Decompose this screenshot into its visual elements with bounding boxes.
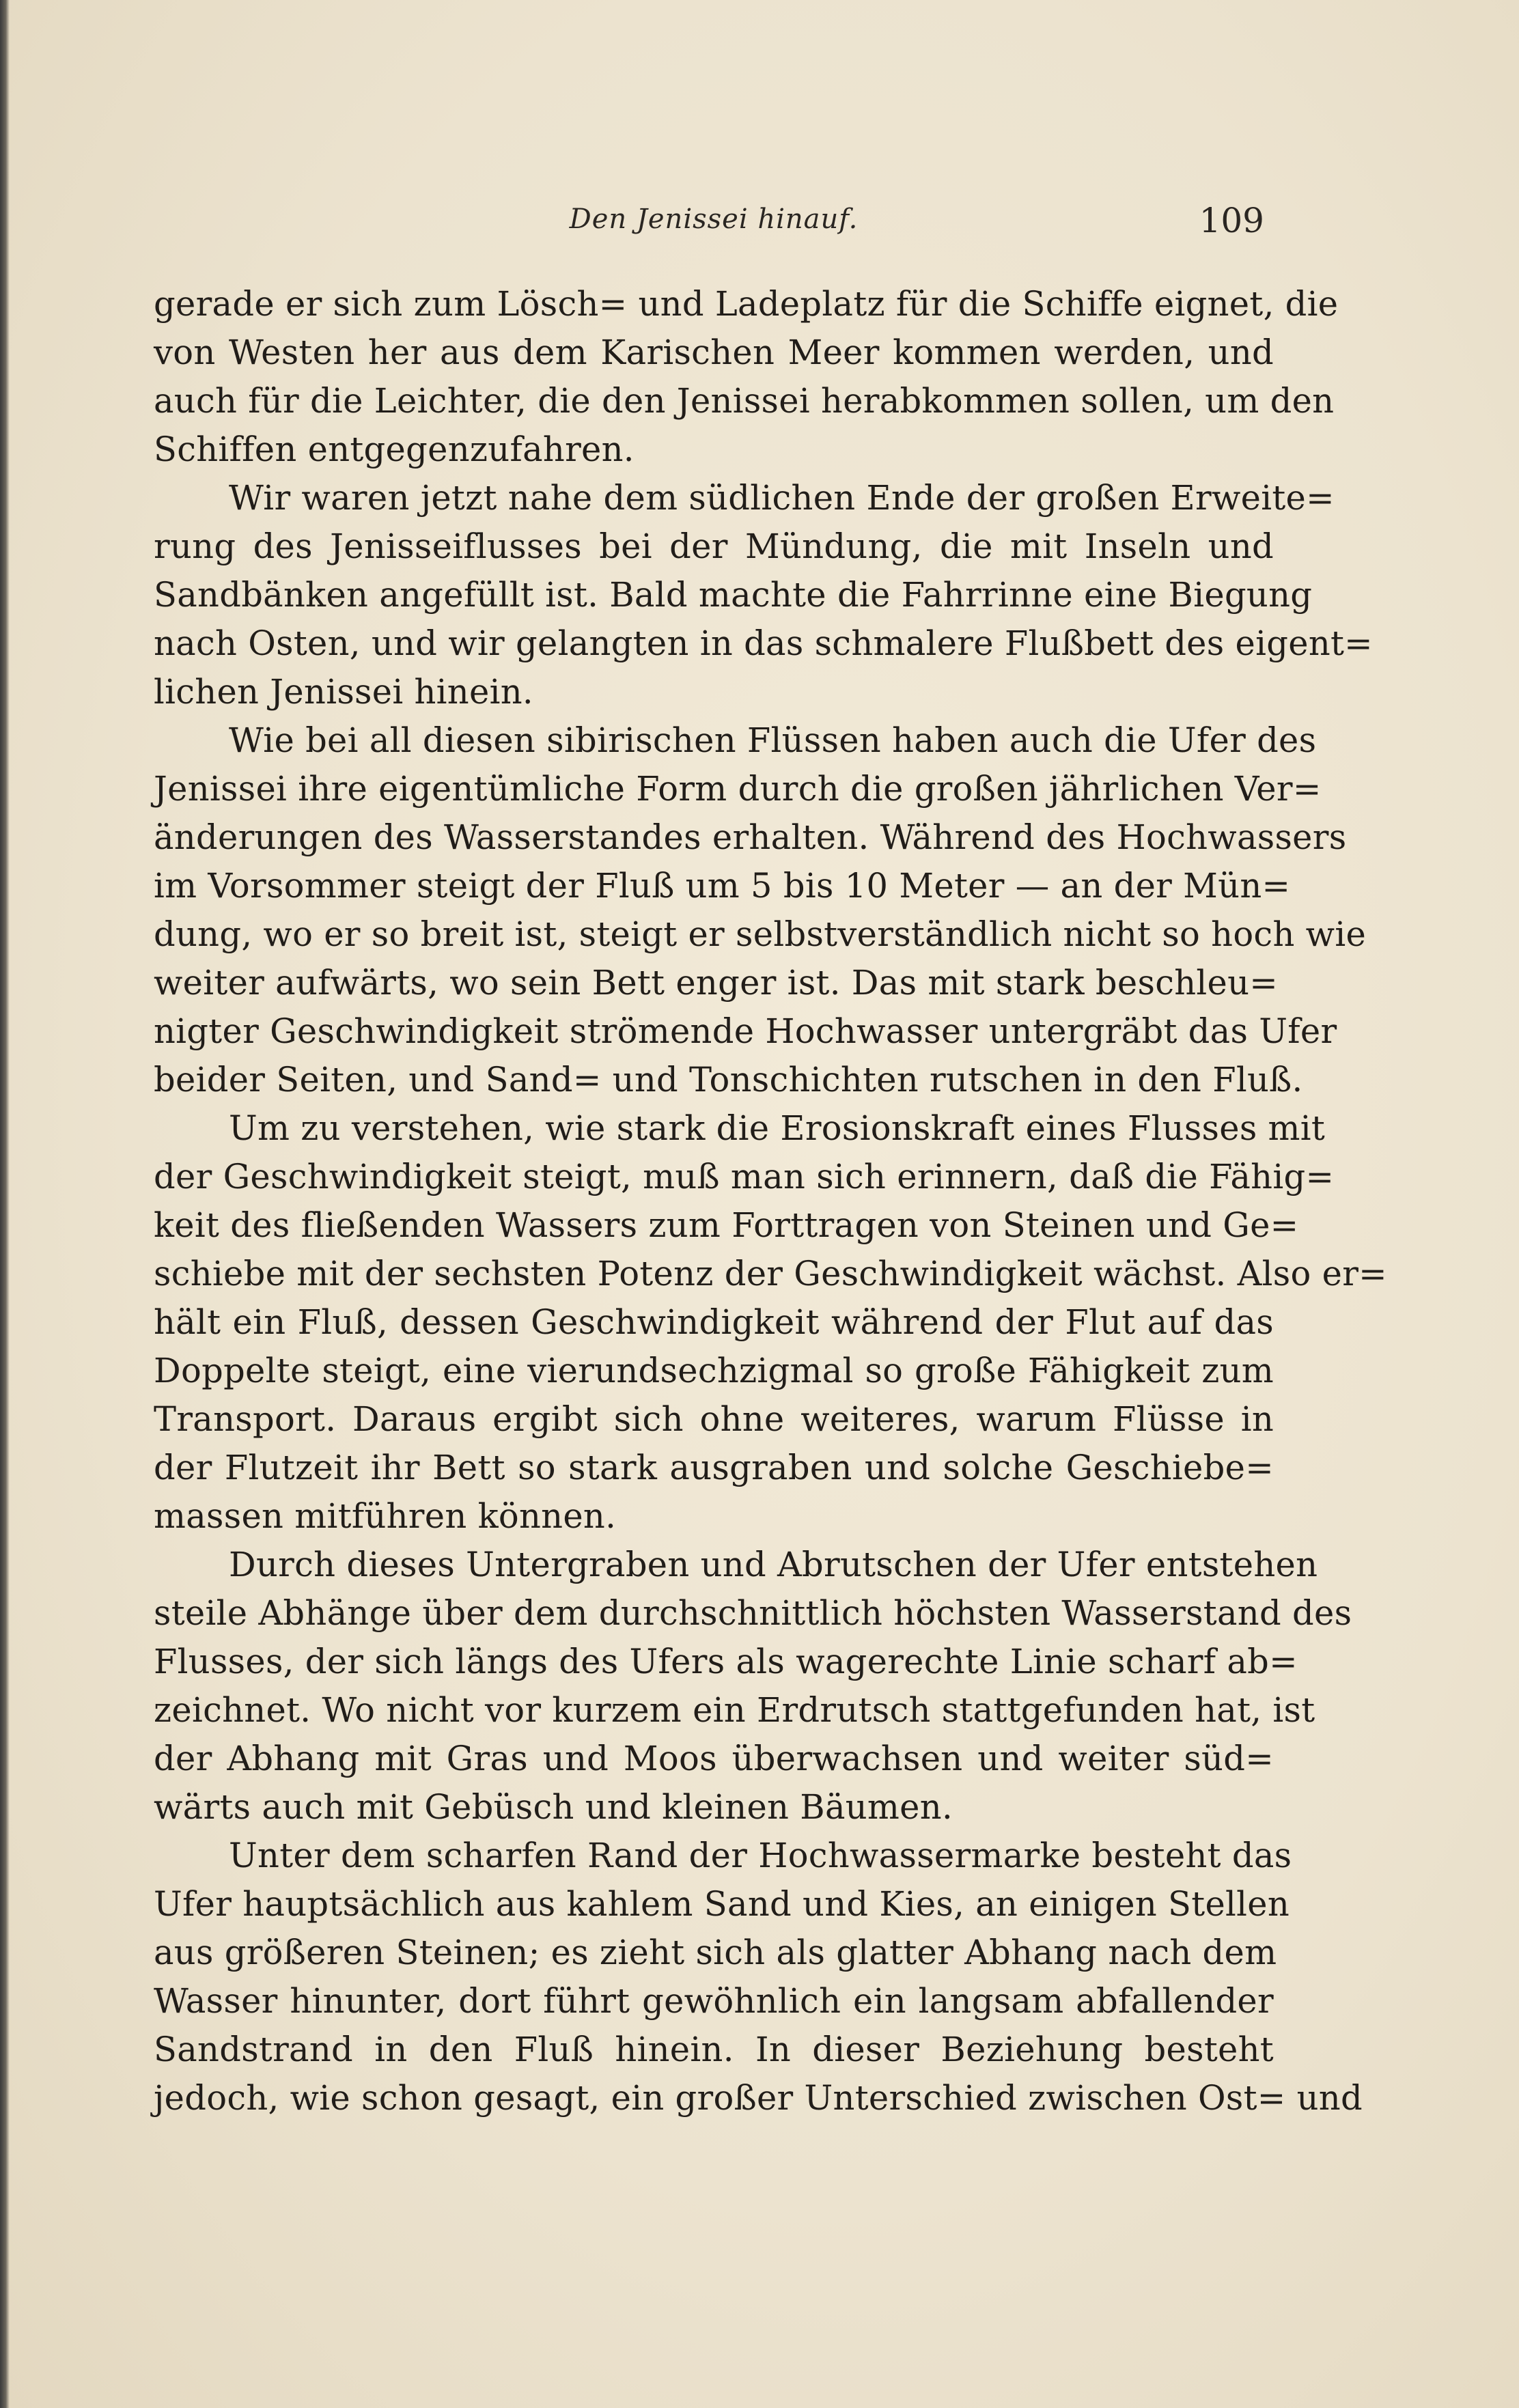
text-line: Unter dem scharfen Rand der Hochwassermarke besteht das [229,1836,1292,1875]
text-line: der Geschwindigkeit steigt, muß man sich erinnern, daß die Fähig= [154,1157,1335,1196]
text-line: lichen Jenissei hinein. [154,672,533,712]
text-line: Jenissei ihre eigentümliche Form durch die großen jährlichen Ver= [154,769,1322,809]
text-line: der Abhang mit Gras und Moos überwachsen und weiter süd= [154,1739,1274,1778]
page-number: 109 [1199,201,1264,240]
text-line: zeichnet. Wo nicht vor kurzem ein Erdrutsch stattgefunden hat, ist [154,1690,1315,1730]
text-line: rung des Jenisseiflusses bei der Mündung, die mit Inseln und [154,527,1274,566]
binding-edge [0,0,10,2408]
paragraph [154,474,1373,716]
text-line: wärts auch mit Gebüsch und kleinen Bäumen. [154,1787,953,1827]
paragraph [154,716,1367,1104]
text-line: dung, wo er so breit ist, steigt er selbstverständlich nicht so hoch wie [154,914,1367,954]
paragraph [154,280,1339,474]
text-line: Wir waren jetzt nahe dem südlichen Ende der großen Erweite= [229,478,1335,518]
text-line: Flusses, der sich längs des Ufers als wagerechte Linie scharf ab= [154,1642,1298,1681]
text-line: Schiffen entgegenzufahren. [154,430,635,469]
text-line: hält ein Fluß, dessen Geschwindigkeit während der Flut auf das [154,1302,1274,1342]
text-line: Wasser hinunter, dort führt gewöhnlich ein langsam abfallender [154,1981,1274,2021]
body-text [154,280,1387,2123]
text-line: auch für die Leichter, die den Jenissei herabkommen sollen, um den [154,381,1335,421]
text-line: nigter Geschwindigkeit strömende Hochwasser untergräbt das Ufer [154,1011,1337,1051]
text-line: aus größeren Steinen; es zieht sich als glatter Abhang nach dem [154,1933,1277,1972]
text-line: jedoch, wie schon gesagt, ein großer Unterschied zwischen Ost= und [154,2078,1363,2118]
text-line: Ufer hauptsächlich aus kahlem Sand und Kies, an einigen Stellen [154,1884,1290,1924]
text-line: Durch dieses Untergraben und Abrutschen der Ufer entstehen [229,1545,1318,1584]
text-line: der Flutzeit ihr Bett so stark ausgraben und solche Geschiebe= [154,1448,1274,1487]
text-line: Wie bei all diesen sibirischen Flüssen haben auch die Ufer des [229,720,1317,760]
text-line: Transport. Daraus ergibt sich ohne weiteres, warum Flüsse in [154,1399,1274,1439]
paragraph [154,1832,1363,2123]
text-line: von Westen her aus dem Karischen Meer kommen werden, und [154,333,1274,372]
text-line: steile Abhänge über dem durchschnittlich höchsten Wasserstand des [154,1593,1352,1633]
text-line: keit des fließenden Wassers zum Forttragen von Steinen und Ge= [154,1205,1299,1245]
text-line: im Vorsommer steigt der Fluß um 5 bis 10 Meter — an der Mün= [154,866,1291,906]
text-line: gerade er sich zum Lösch= und Ladeplatz für die Schiffe eignet, die [154,284,1339,324]
text-line: Doppelte steigt, eine vierundsechzigmal so große Fähigkeit zum [154,1351,1274,1390]
text-line: schiebe mit der sechsten Potenz der Geschwindigkeit wächst. Also er= [154,1254,1387,1293]
text-line: nach Osten, und wir gelangten in das schmalere Flußbett des eigent= [154,624,1373,663]
running-title: Den Jenissei hinauf. [569,204,859,235]
page-header [154,198,1274,253]
text-line: Um zu verstehen, wie stark die Erosionskraft eines Flusses mit [229,1108,1326,1148]
text-line: Sandbänken angefüllt ist. Bald machte die Fahrrinne eine Biegung [154,575,1313,615]
text-line: weiter aufwärts, wo sein Bett enger ist. Das mit stark beschleu= [154,963,1279,1003]
paragraph [154,1104,1387,1541]
text-line: änderungen des Wasserstandes erhalten. Während des Hochwassers [154,817,1347,857]
text-line: massen mitführen können. [154,1496,617,1536]
paragraph [154,1541,1352,1832]
text-line: beider Seiten, und Sand= und Tonschichten rutschen in den Fluß. [154,1060,1303,1100]
text-line: Sandstrand in den Fluß hinein. In dieser Beziehung besteht [154,2030,1274,2069]
